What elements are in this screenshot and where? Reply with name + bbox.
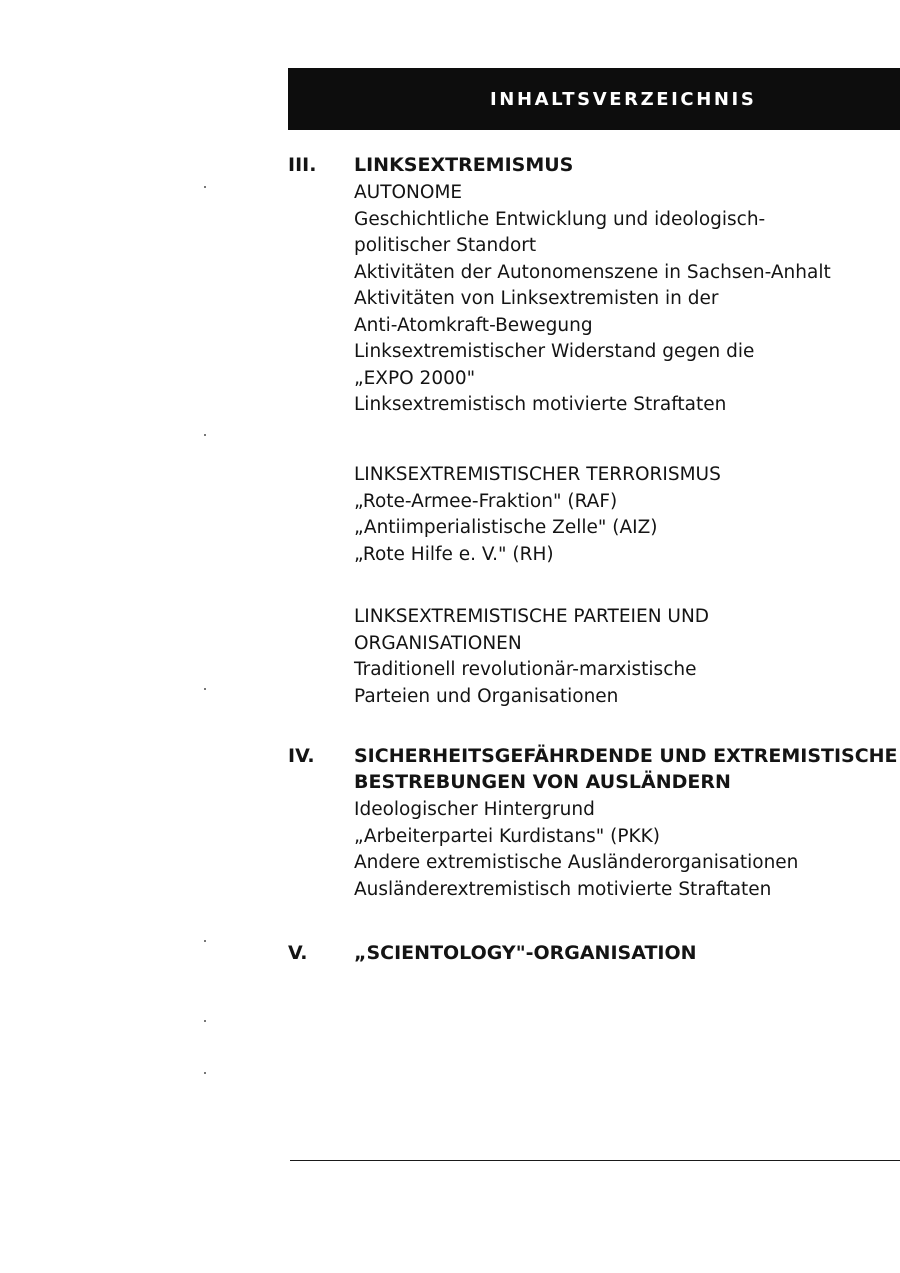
toc-entry: LINKSEXTREMISTISCHE PARTEIEN UND	[354, 606, 710, 627]
toc-entry: Anti-Atomkraft-Bewegung	[354, 314, 593, 336]
section-title	[354, 940, 697, 966]
section-title-line: „SCIENTOLOGY"-ORGANISATION	[354, 942, 697, 964]
toc-entry: „Rote Hilfe e. V." (RH)	[354, 543, 554, 565]
toc-entry: Ideologischer Hintergrund	[354, 799, 595, 820]
header-bar	[288, 68, 900, 130]
toc-entry: politischer Standort	[354, 235, 537, 256]
subsection-terrorismus	[288, 462, 900, 582]
section-iii	[288, 152, 900, 442]
section-entries	[354, 604, 709, 710]
section-title	[354, 152, 573, 178]
margin-dot	[204, 434, 206, 436]
section-title-line: LINKSEXTREMISMUS	[354, 154, 574, 176]
toc-entry: Geschichtliche Entwicklung und ideologisch-	[354, 208, 766, 230]
margin-dot	[204, 1072, 206, 1074]
toc-entry: Ausländerextremistisch motivierte Straftaten	[354, 878, 772, 900]
toc-entry: „Rote-Armee-Fraktion" (RAF)	[354, 490, 618, 512]
toc-entry: „Arbeiterpartei Kurdistans" (PKK)	[354, 825, 660, 847]
subsection-parteien	[288, 604, 900, 724]
section-title-line: SICHERHEITSGEFÄHRDENDE UND EXTREMISTISCHE	[354, 745, 898, 767]
margin-dot	[204, 940, 206, 942]
toc-entry: Aktivitäten von Linksextremisten in der	[354, 288, 719, 309]
toc-entry: Linksextremistischer Widerstand gegen die	[354, 341, 755, 362]
margin-dot	[204, 186, 206, 188]
section-title-line: BESTREBUNGEN VON AUSLÄNDERN	[354, 771, 731, 793]
toc-entry: Linksextremistisch motivierte Straftaten	[354, 394, 727, 415]
section-entries	[354, 180, 831, 419]
section-numeral: III.	[288, 154, 317, 176]
toc-entry: LINKSEXTREMISTISCHER TERRORISMUS	[354, 464, 721, 485]
toc-entry: „Antiimperialistische Zelle" (AIZ)	[354, 517, 658, 538]
toc-entry: ORGANISATIONEN	[354, 632, 522, 654]
toc-entry: AUTONOME	[354, 182, 463, 203]
toc-entry: Parteien und Organisationen	[354, 685, 619, 707]
section-numeral: V.	[288, 942, 308, 964]
section-entries	[354, 462, 721, 568]
page-title: INHALTSVERZEICHNIS	[490, 89, 757, 110]
toc-entry: „EXPO 2000"	[354, 367, 476, 389]
section-v	[288, 940, 900, 970]
margin-dot	[204, 1020, 206, 1022]
toc-entry: Aktivitäten der Autonomenszene in Sachsen-Anhalt	[354, 261, 831, 283]
section-iv	[288, 743, 900, 913]
margin-dot	[204, 688, 206, 690]
footer-rule	[290, 1160, 900, 1161]
toc-entry: Traditionell revolutionär-marxistische	[354, 659, 697, 680]
section-title	[354, 743, 898, 795]
section-numeral: IV.	[288, 745, 315, 767]
section-entries	[354, 797, 798, 903]
toc-entry: Andere extremistische Ausländerorganisationen	[354, 852, 799, 873]
